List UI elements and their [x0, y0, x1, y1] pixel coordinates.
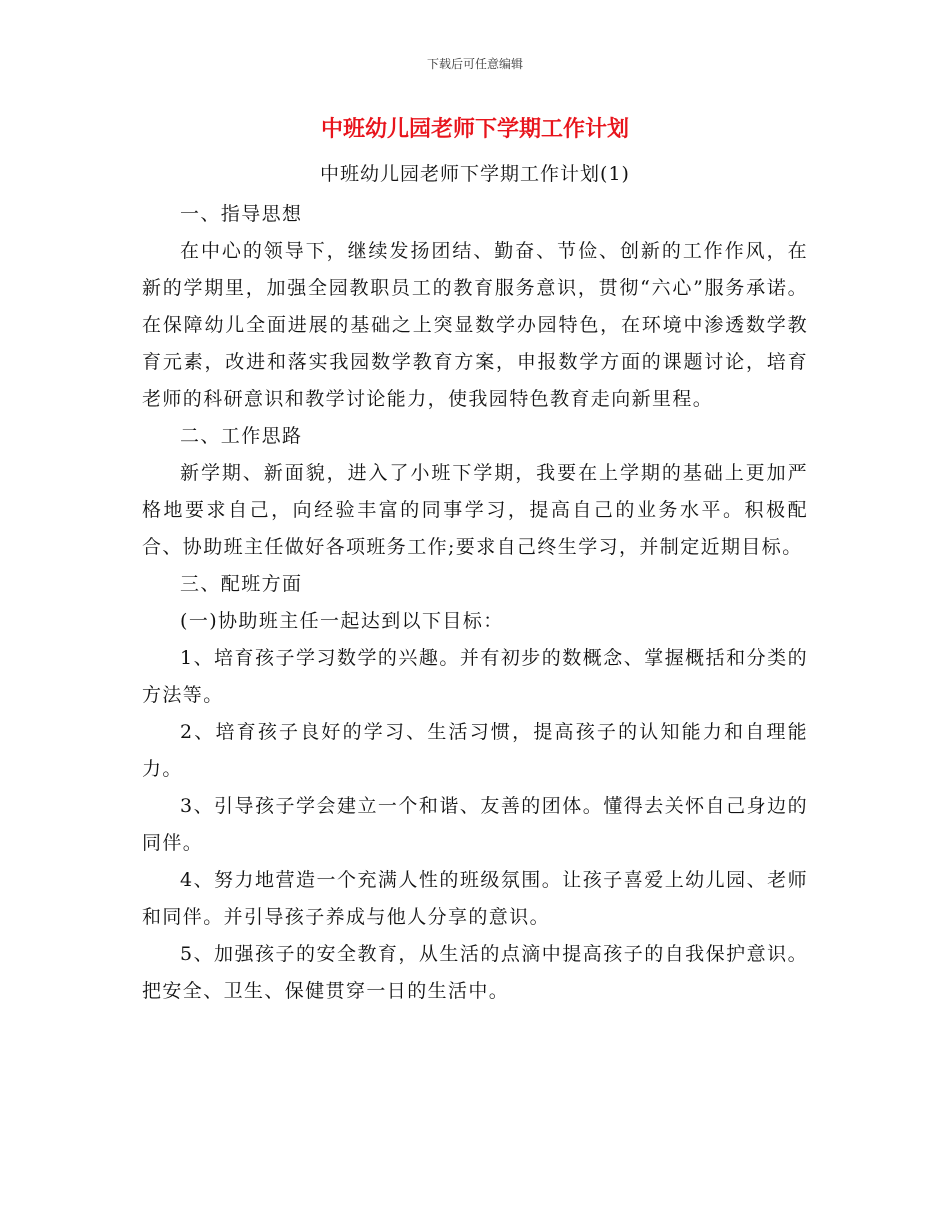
header-note: 下载后可任意编辑: [426, 57, 523, 71]
list-item-goal-2: 2、培育孩子良好的学习、生活习惯，提高孩子的认知能力和自理能力。: [142, 721, 808, 780]
document-subtitle: 中班幼儿园老师下学期工作计划(1): [320, 163, 630, 185]
list-item-goal-1: 1、培育孩子学习数学的兴趣。并有初步的数概念、掌握概括和分类的方法等。: [142, 647, 808, 706]
list-item-goal-4: 4、努力地营造一个充满人性的班级氛围。让孩子喜爱上幼儿园、老师和同伴。并引导孩子养成与他人分享的意识。: [142, 869, 808, 928]
document-title: 中班幼儿园老师下学期工作计划: [320, 117, 629, 142]
section-heading-assistant-role: 三、配班方面: [180, 573, 303, 595]
paragraph-work-approach: 新学期、新面貌，进入了小班下学期，我要在上学期的基础上更加严格地要求自己，向经验丰富的同事学习，提高自己的业务水平。积极配合、协助班主任做好各项班务工作;要求自己终生学习，并制定近期目标。: [142, 462, 808, 558]
section-heading-guiding-thought: 一、指导思想: [180, 203, 303, 225]
section-heading-work-approach: 二、工作思路: [180, 425, 303, 447]
paragraph-guiding-thought: 在中心的领导下，继续发扬团结、勤奋、节俭、创新的工作作风，在新的学期里，加强全园教职员工的教育服务意识，贯彻“六心”服务承诺。在保障幼儿全面进展的基础之上突显数学办园特色，在环境中渗透数学教育元素，改进和落实我园数学教育方案，申报数学方面的课题讨论，培育老师的科研意识和教学讨论能力，使我园特色教育走向新里程。: [142, 240, 808, 410]
list-item-goal-5: 5、加强孩子的安全教育，从生活的点滴中提高孩子的自我保护意识。把安全、卫生、保健贯穿一日的生活中。: [142, 943, 808, 1002]
document-body: [142, 158, 808, 1010]
list-item-goal-3: 3、引导孩子学会建立一个和谐、友善的团体。懂得去关怀自己身边的同伴。: [142, 795, 808, 854]
subsection-heading-goals: (一)协助班主任一起达到以下目标：: [180, 610, 504, 632]
